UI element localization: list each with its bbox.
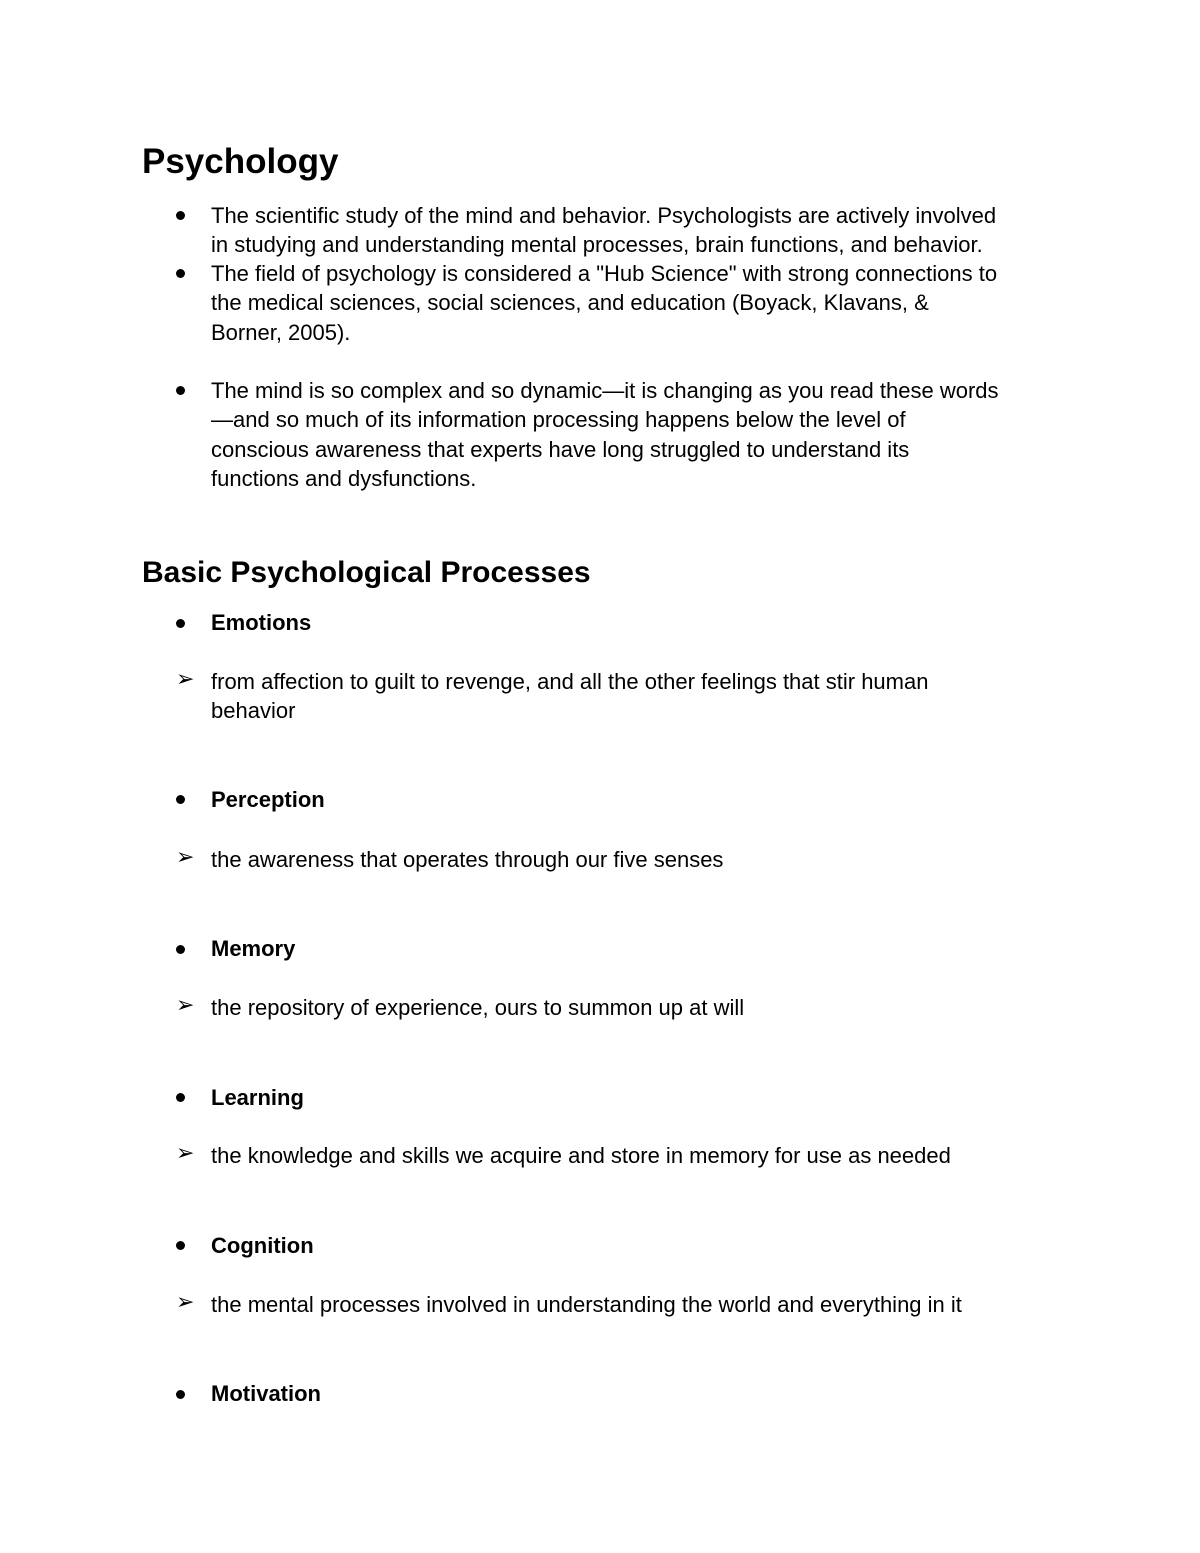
bullet-icon — [176, 795, 185, 804]
page-title: Psychology — [142, 142, 339, 181]
process-term-cognition: Cognition — [211, 1233, 314, 1258]
process-definition-cognition: the mental processes involved in understanding the world and everything in it — [211, 1292, 962, 1317]
arrowhead-bullet-icon: ➢ — [176, 1141, 195, 1166]
arrowhead-bullet-icon: ➢ — [176, 993, 195, 1018]
arrowhead-bullet-icon: ➢ — [176, 1290, 195, 1315]
bullet-icon — [176, 945, 185, 954]
process-definition-learning: the knowledge and skills we acquire and store in memory for use as needed — [211, 1143, 951, 1168]
section-title: Basic Psychological Processes — [142, 556, 591, 589]
bullet-icon — [176, 619, 185, 628]
process-term-perception: Perception — [211, 787, 325, 812]
process-term-learning: Learning — [211, 1085, 304, 1110]
intro-point-1: The scientific study of the mind and behavior. Psychologists are actively involved in studying and understanding mental processes, brain functions, and behavior. — [211, 203, 997, 258]
arrowhead-bullet-icon: ➢ — [176, 845, 195, 870]
bullet-icon — [176, 1241, 185, 1250]
process-definition-emotions: from affection to guilt to revenge, and all the other feelings that stir human behavior — [211, 669, 929, 724]
bullet-icon — [176, 269, 185, 278]
process-definition-perception: the awareness that operates through our five senses — [211, 847, 724, 872]
bullet-icon — [176, 211, 185, 220]
bullet-icon — [176, 1093, 185, 1102]
arrowhead-bullet-icon: ➢ — [176, 667, 195, 692]
bullet-icon — [176, 1390, 185, 1399]
process-term-emotions: Emotions — [211, 610, 312, 635]
intro-point-3: The mind is so complex and so dynamic—it is changing as you read these words —and so much of its information processing happens below the level of conscious awareness that experts have long struggled to understand its functions and dysfunctions. — [211, 378, 999, 491]
process-term-motivation: Motivation — [211, 1381, 321, 1406]
bullet-icon — [176, 386, 185, 395]
process-term-memory: Memory — [211, 936, 296, 961]
process-definition-memory: the repository of experience, ours to summon up at will — [211, 995, 745, 1020]
intro-point-2: The field of psychology is considered a "Hub Science" with strong connections to the medical sciences, social sciences, and education (Boyack, Klavans, & Borner, 2005). — [211, 261, 998, 345]
